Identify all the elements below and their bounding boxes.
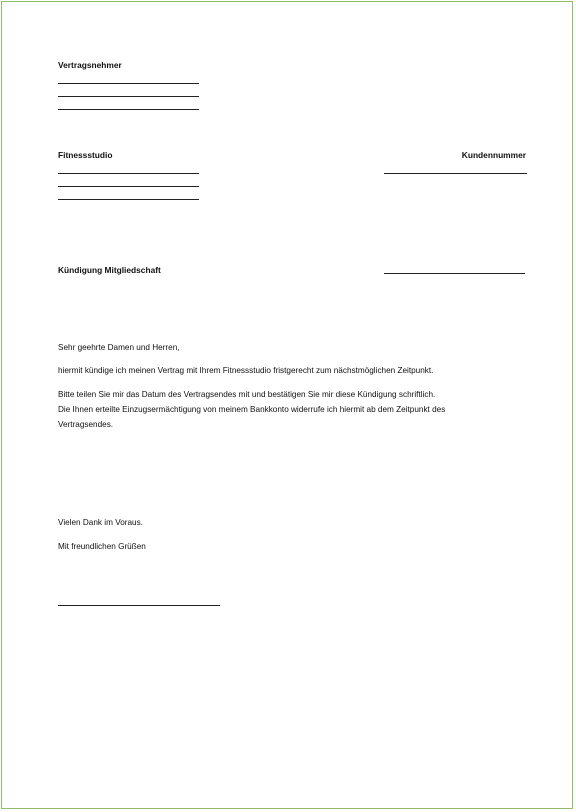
paragraph-2-line-1: Bitte teilen Sie mir das Datum des Vertragsendes mit und bestätigen Sie mir diese Kündigung schriftlich. bbox=[58, 390, 436, 399]
salutation: Sehr geehrte Damen und Herren, bbox=[58, 343, 180, 352]
document-page bbox=[1, 1, 573, 809]
studio-label: Fitnessstudio bbox=[58, 150, 113, 160]
signature-line bbox=[58, 605, 220, 606]
date-line bbox=[384, 273, 525, 274]
contractor-label: Vertragsnehmer bbox=[58, 60, 122, 70]
paragraph-2-line-2: Die Ihnen erteilte Einzugsermächtigung von meinem Bankkonto widerrufe ich hiermit ab dem Zeitpunkt des bbox=[58, 405, 446, 414]
subject-label: Kündigung Mitgliedschaft bbox=[58, 265, 161, 275]
studio-line-3 bbox=[58, 199, 199, 200]
studio-line-2 bbox=[58, 186, 199, 187]
paragraph-2-line-3: Vertragsendes. bbox=[58, 420, 114, 429]
contractor-line-3 bbox=[58, 109, 199, 110]
customer-number-label: Kundennummer bbox=[461, 150, 526, 160]
paragraph-1: hiermit kündige ich meinen Vertrag mit Ihrem Fitnessstudio fristgerecht zum nächstmöglichen Zeitpunkt. bbox=[58, 366, 434, 375]
contractor-line-2 bbox=[58, 96, 199, 97]
thanks-text: Vielen Dank im Voraus. bbox=[58, 518, 143, 527]
closing-text: Mit freundlichen Grüßen bbox=[58, 542, 146, 551]
studio-line-1 bbox=[58, 173, 199, 174]
contractor-line-1 bbox=[58, 83, 199, 84]
customer-number-line bbox=[384, 173, 527, 174]
